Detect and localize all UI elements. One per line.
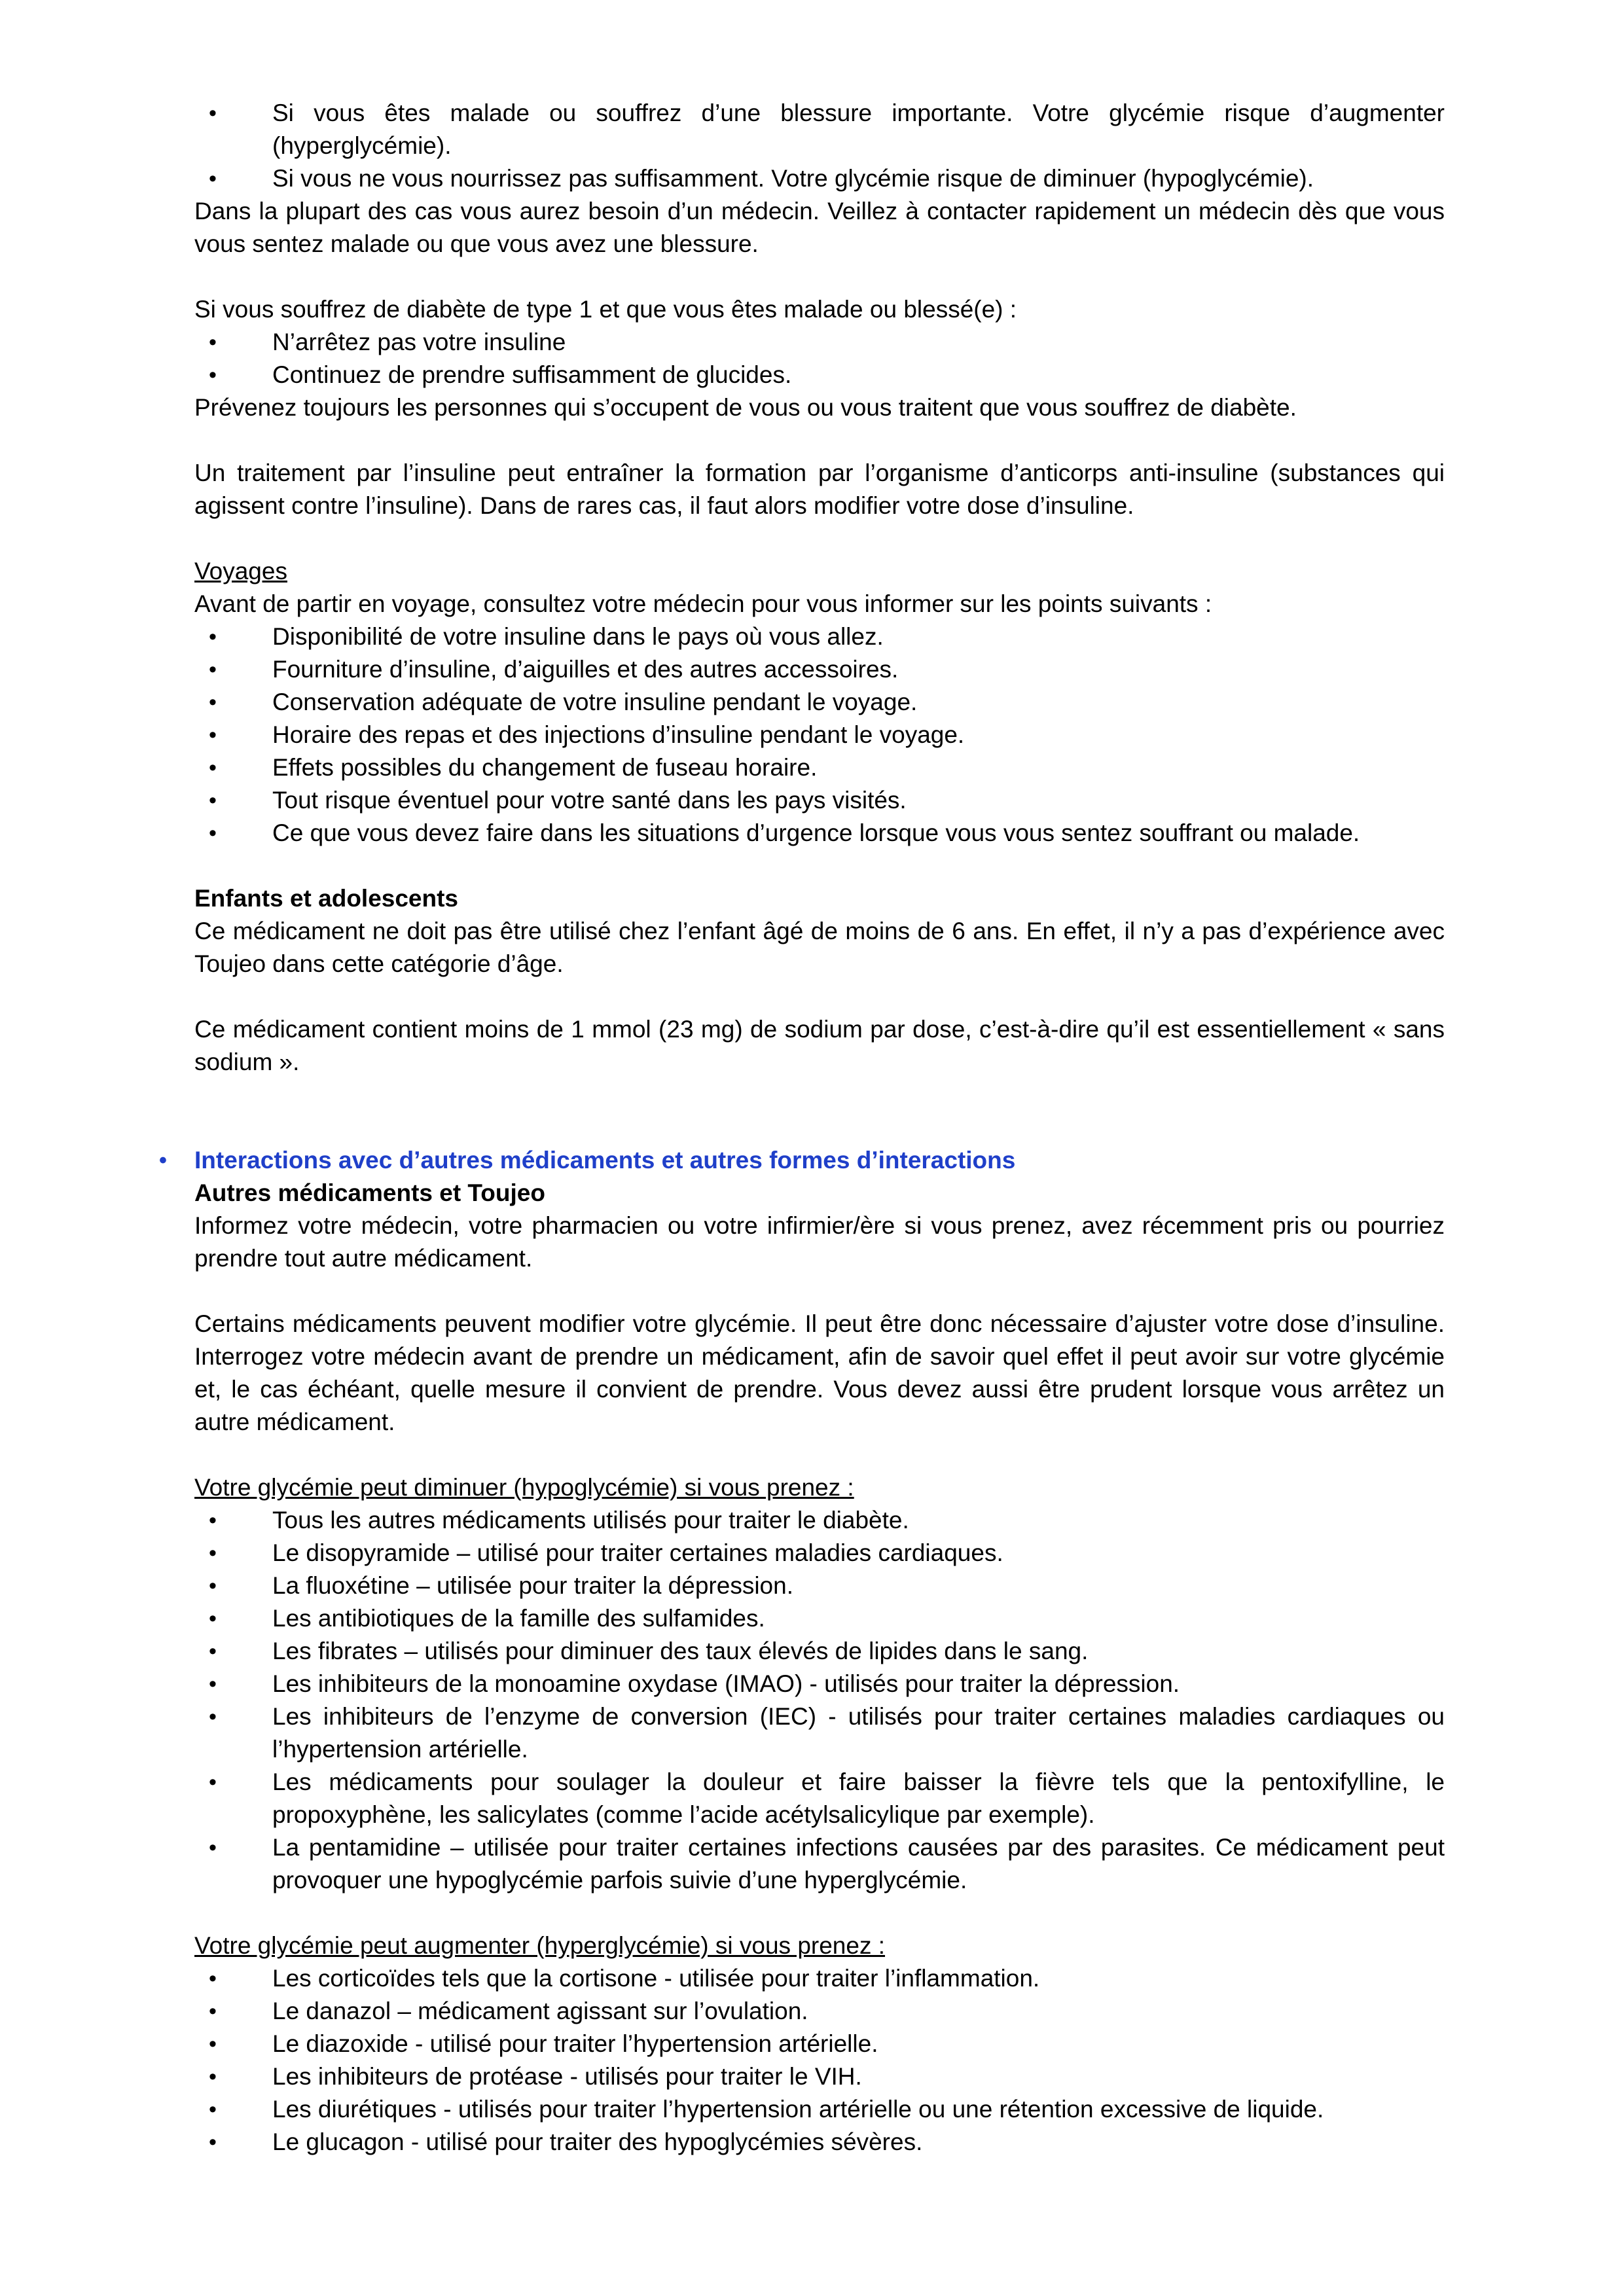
bullet-icon: •	[159, 1148, 167, 1173]
interactions-heading-text: Interactions avec d’autres médicaments et autres formes d’interactions	[194, 1147, 1016, 1174]
list-item: • Les inhibiteurs de la monoamine oxydase (IMAO) - utilisés pour traiter la dépression.	[194, 1668, 1445, 1700]
enfants-text: Ce médicament ne doit pas être utilisé chez l’enfant âgé de moins de 6 ans. En effet, il n’y a pas d’expérience avec Toujeo dans cette catégorie d’âge.	[194, 918, 1445, 977]
interactions-heading	[159, 1144, 1445, 1177]
list-item: • Les antibiotiques de la famille des sulfamides.	[194, 1602, 1445, 1635]
type1-lead: Si vous souffrez de diabète de type 1 et que vous êtes malade ou blessé(e) :	[194, 296, 1017, 323]
list-item: • Si vous êtes malade ou souffrez d’une blessure importante. Votre glycémie risque d’augmenter (hyperglycémie).	[194, 97, 1445, 162]
list-item: • Conservation adéquate de votre insuline pendant le voyage.	[194, 686, 1445, 719]
list-item: • Le disopyramide – utilisé pour traiter certaines maladies cardiaques.	[194, 1537, 1445, 1570]
document-page	[159, 97, 1445, 2159]
list-item: • Les corticoïdes tels que la cortisone - utilisée pour traiter l’inflammation.	[194, 1962, 1445, 1995]
list-item: • Les inhibiteurs de l’enzyme de conversion (IEC) - utilisés pour traiter certaines maladies cardiaques ou l’hypertension artérielle.	[194, 1700, 1445, 1766]
list-item: • Tout risque éventuel pour votre santé dans les pays visités.	[194, 784, 1445, 817]
list-item: • Les diurétiques - utilisés pour traiter l’hypertension artérielle ou une rétention excessive de liquide.	[194, 2093, 1445, 2126]
intro-bullet-list	[194, 97, 1445, 195]
list-item: • Continuez de prendre suffisamment de glucides.	[194, 359, 1445, 391]
voyages-lead: Avant de partir en voyage, consultez votre médecin pour vous informer sur les points suivants :	[194, 590, 1212, 617]
interactions-subheading: Autres médicaments et Toujeo	[194, 1179, 545, 1206]
type1-after: Prévenez toujours les personnes qui s’occupent de vous ou vous traitent que vous souffrez de diabète.	[194, 394, 1297, 421]
list-item: • Tous les autres médicaments utilisés pour traiter le diabète.	[194, 1504, 1445, 1537]
intro-paragraph: Dans la plupart des cas vous aurez besoin d’un médecin. Veillez à contacter rapidement un médecin dès que vous vous sentez malade ou que vous avez une blessure.	[194, 198, 1445, 257]
type1-bullet-list	[194, 326, 1445, 391]
list-item: • Ce que vous devez faire dans les situations d’urgence lorsque vous vous sentez souffrant ou malade.	[194, 817, 1445, 850]
voyages-bullet-list	[194, 620, 1445, 850]
list-item: • Le glucagon - utilisé pour traiter des hypoglycémies sévères.	[194, 2126, 1445, 2159]
list-item: • Disponibilité de votre insuline dans le pays où vous allez.	[194, 620, 1445, 653]
interactions-para1: Informez votre médecin, votre pharmacien ou votre infirmier/ère si vous prenez, avez récemment pris ou pourriez prendre tout autre médicament.	[194, 1212, 1445, 1272]
list-item: • La pentamidine – utilisée pour traiter certaines infections causées par des parasites. Ce médicament peut provoquer une hypoglycémie parfois suivie d’une hyperglycémie.	[194, 1831, 1445, 1897]
antibodies-paragraph: Un traitement par l’insuline peut entraîner la formation par l’organisme d’anticorps anti-insuline (substances qui agissent contre l’insuline). Dans de rares cas, il faut alors modifier votre dose d’insuline.	[194, 459, 1445, 519]
list-item: • Effets possibles du changement de fuseau horaire.	[194, 751, 1445, 784]
list-item: • Les fibrates – utilisés pour diminuer des taux élevés de lipides dans le sang.	[194, 1635, 1445, 1668]
list-item: • Les inhibiteurs de protéase - utilisés pour traiter le VIH.	[194, 2060, 1445, 2093]
list-item: • La fluoxétine – utilisée pour traiter la dépression.	[194, 1570, 1445, 1602]
decrease-bullet-list	[194, 1504, 1445, 1897]
decrease-title: Votre glycémie peut diminuer (hypoglycémie) si vous prenez :	[194, 1474, 854, 1501]
sodium-paragraph: Ce médicament contient moins de 1 mmol (23 mg) de sodium par dose, c’est-à-dire qu’il est essentiellement « sans sodium ».	[194, 1016, 1445, 1075]
list-item: • Le diazoxide - utilisé pour traiter l’hypertension artérielle.	[194, 2028, 1445, 2060]
increase-bullet-list	[194, 1962, 1445, 2159]
list-item: • Horaire des repas et des injections d’insuline pendant le voyage.	[194, 719, 1445, 751]
interactions-para2: Certains médicaments peuvent modifier votre glycémie. Il peut être donc nécessaire d’ajuster votre dose d’insuline. Interrogez votre médecin avant de prendre un médicament, afin de savoir quel effet il peut avoir sur votre glycémie et, le cas échéant, quelle mesure il convient de prendre. Vous devez aussi être prudent lorsque vous arrêtez un autre médicament.	[194, 1310, 1445, 1435]
list-item: • Le danazol – médicament agissant sur l’ovulation.	[194, 1995, 1445, 2028]
list-item: • Les médicaments pour soulager la douleur et faire baisser la fièvre tels que la pentoxifylline, le propoxyphène, les salicylates (comme l’acide acétylsalicylique par exemple).	[194, 1766, 1445, 1831]
voyages-title: Voyages	[194, 558, 287, 584]
list-item: • N’arrêtez pas votre insuline	[194, 326, 1445, 359]
list-item: • Fourniture d’insuline, d’aiguilles et des autres accessoires.	[194, 653, 1445, 686]
increase-title: Votre glycémie peut augmenter (hyperglycémie) si vous prenez :	[194, 1932, 886, 1959]
enfants-title: Enfants et adolescents	[194, 885, 459, 912]
list-item: • Si vous ne vous nourrissez pas suffisamment. Votre glycémie risque de diminuer (hypoglycémie).	[194, 162, 1445, 195]
